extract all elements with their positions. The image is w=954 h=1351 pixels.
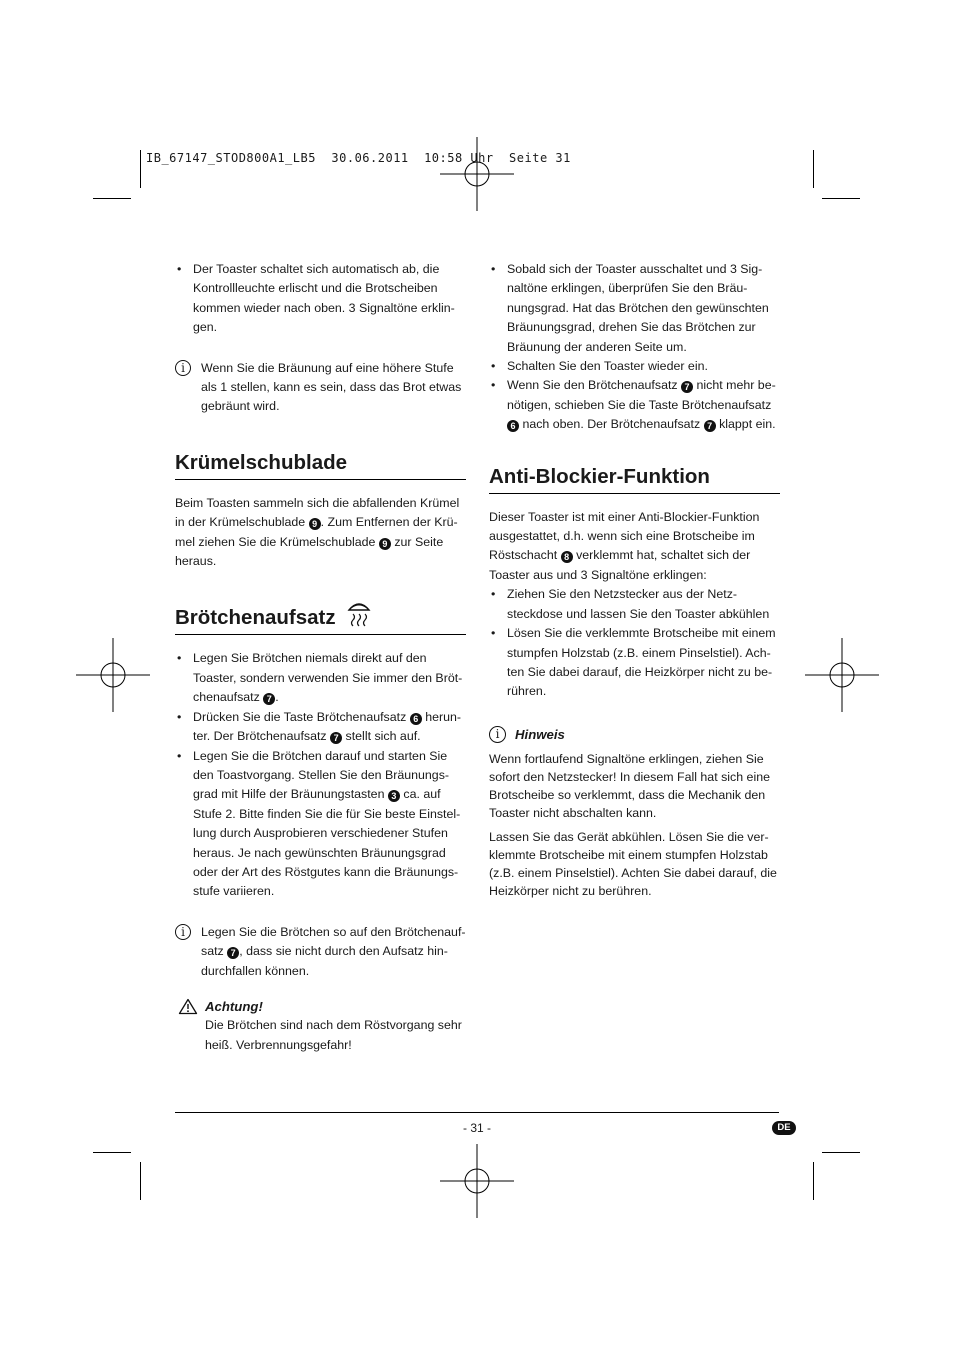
list-item: • Ziehen Sie den Netzstecker aus der Netz-steckdose und lassen Sie den Toaster abkühlen xyxy=(489,585,780,624)
list-item: • Sobald sich der Toaster ausschaltet und 3 Sig-naltöne erklingen, überprüfen Sie den Bräu-nungsgrad. Hat das Brötchen den gewünschten Bräunungsgrad, drehen Sie das Brötchen zur Bräunung der anderen Seite um. xyxy=(489,260,780,357)
hint-title: Hinweis xyxy=(515,726,565,742)
registration-mark-right xyxy=(805,638,879,712)
section-heading-kruemelschublade: Krümelschublade xyxy=(175,450,466,480)
hint-header xyxy=(489,725,780,744)
warning-title: Achtung! xyxy=(205,998,263,1014)
registration-mark-bottom xyxy=(440,1144,514,1218)
list-item: • Legen Sie die Brötchen darauf und starten Sie den Toastvorgang. Stellen Sie den Bräunungs-grad mit Hilfe der Bräunungstasten 3 ca. auf Stufe 2. Bitte finden Sie die für Sie beste Einstel-lung durch Ausprobieren verschiedener Stufen heraus. Je nach gewünschten Bräunungsgrad oder der Art des Röstgutes kann die Bräunungs-stufe variieren. xyxy=(175,747,466,902)
language-badge: DE xyxy=(772,1121,796,1135)
ref-number-badge: 7 xyxy=(227,947,239,959)
ref-number-badge: 8 xyxy=(561,551,573,563)
warning-text: Die Brötchen sind nach dem Röstvorgang sehr heiß. Verbrennungsgefahr! xyxy=(205,1018,462,1052)
info-icon: i xyxy=(489,726,506,743)
list-item: • Drücken Sie die Taste Brötchenaufsatz 6 herun-ter. Der Brötchenaufsatz 7 stellt sich auf. xyxy=(175,708,466,747)
list-item: • Wenn Sie den Brötchenaufsatz 7 nicht mehr be-nötigen, schieben Sie die Taste Brötchenaufsatz 6 nach oben. Der Brötchenaufsatz 7 klappt ein. xyxy=(489,376,780,434)
print-slug: IB_67147_STOD800A1_LB5 30.06.2011 10:58 Uhr Seite 31 xyxy=(146,151,571,165)
paragraph: Dieser Toaster ist mit einer Anti-Blockier-Funktion ausgestattet, d.h. wenn sich eine Brotscheibe im Röstschacht 8 verklemmt hat, schaltet sich der Toaster aus und 3 Signaltöne erklingen: xyxy=(489,509,760,582)
list-item: • Lösen Sie die verklemmte Brotscheibe mit einem stumpfen Holzstab (z.B. einem Pinselstiel). Ach-ten Sie dabei darauf, die Heizkörper nicht zu be-rühren. xyxy=(489,624,780,702)
left-column xyxy=(175,260,466,1055)
registration-mark-left xyxy=(76,638,150,712)
section-heading-broetchenaufsatz: Brötchenaufsatz xyxy=(175,606,336,630)
ref-number-badge: 7 xyxy=(330,732,342,744)
warning-triangle-icon xyxy=(178,998,198,1015)
hint-paragraph: Wenn fortlaufend Signaltöne erklingen, ziehen Sie sofort den Netzstecker! In diesem Fall hat sich eine Brotscheibe so verklemmt, dass die Mechanik den Toaster nicht abschalten kann. xyxy=(489,752,770,821)
bullet-list xyxy=(175,649,466,901)
info-note xyxy=(175,359,466,417)
list-item: • Schalten Sie den Toaster wieder ein. xyxy=(489,357,780,376)
list-item: • Legen Sie Brötchen niemals direkt auf den Toaster, sondern verwenden Sie immer den Bröt-chenaufsatz 7 . xyxy=(175,649,466,707)
info-icon: i xyxy=(175,924,191,940)
list-item: • Der Toaster schaltet sich automatisch ab, die Kontrollleuchte erlischt und die Brotscheiben kommen wieder nach oben. 3 Signaltöne erklin-gen. xyxy=(175,260,466,338)
ref-number-badge: 9 xyxy=(379,538,391,550)
right-column xyxy=(489,260,780,900)
footer-rule xyxy=(175,1112,779,1113)
registration-mark-top xyxy=(440,137,514,211)
ref-number-badge: 7 xyxy=(263,693,275,705)
ref-number-badge: 7 xyxy=(681,381,693,393)
info-note xyxy=(175,923,466,981)
info-note-text: Legen Sie die Brötchen so auf den Brötchenauf-satz 7 , dass sie nicht durch den Aufsatz hin-durchfallen können. xyxy=(201,924,466,978)
info-icon: i xyxy=(175,360,191,376)
section-heading-broetchenaufsatz-wrap xyxy=(175,599,466,635)
steam-bun-icon xyxy=(346,599,372,629)
warning-block xyxy=(175,997,466,1055)
warning-header xyxy=(175,997,466,1016)
hint-block xyxy=(489,725,780,900)
hint-paragraph: Lassen Sie das Gerät abkühlen. Lösen Sie die ver-klemmte Brotscheibe mit einem stumpfen Holzstab (z.B. einem Pinselstiel). Achten Sie dabei darauf, die Heizkörper nicht zu berühren. xyxy=(489,830,777,899)
ref-number-badge: 7 xyxy=(704,420,716,432)
ref-number-badge: 3 xyxy=(388,790,400,802)
ref-number-badge: 6 xyxy=(507,420,519,432)
ref-number-badge: 6 xyxy=(410,713,422,725)
section-heading-anti-blockier-funktion: Anti-Blockier-Funktion xyxy=(489,464,780,494)
info-note-text: Wenn Sie die Bräunung auf eine höhere Stufe als 1 stellen, kann es sein, dass das Brot etwas gebräunt wird. xyxy=(201,360,462,414)
page-number: - 31 - xyxy=(462,1121,491,1135)
ref-number-badge: 9 xyxy=(309,518,321,530)
paragraph: Beim Toasten sammeln sich die abfallenden Krümel in der Krümelschublade 9 . Zum Entfernen der Krü-mel ziehen Sie die Krümelschublade 9 zur Seite heraus. xyxy=(175,495,460,569)
